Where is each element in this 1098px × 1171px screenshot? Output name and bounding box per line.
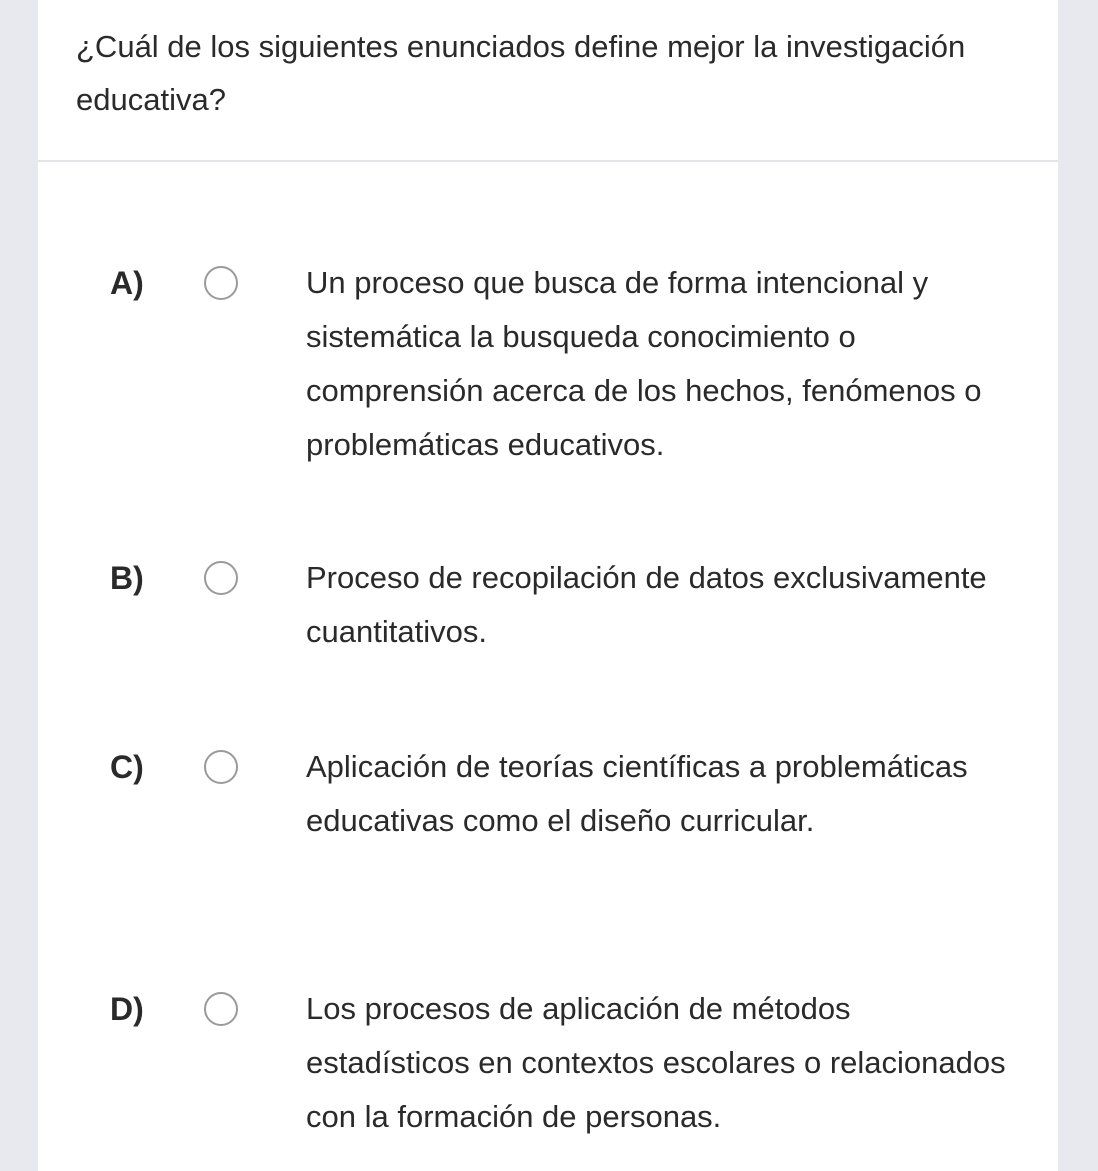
option-letter: A)	[110, 265, 144, 301]
option-text: Aplicación de teorías científicas a problemáticas educativas como el diseño curricular.	[306, 749, 968, 838]
radio-button-b[interactable]	[204, 561, 238, 595]
radio-button-a[interactable]	[204, 266, 238, 300]
option-letter: D)	[110, 991, 144, 1027]
radio-button-d[interactable]	[204, 992, 238, 1026]
option-letter: B)	[110, 560, 144, 596]
radio-button-c[interactable]	[204, 750, 238, 784]
option-text: Los procesos de aplicación de métodos estadísticos en contextos escolares o relacionados con la formación de personas.	[306, 991, 1006, 1134]
divider	[38, 160, 1058, 162]
option-text: Un proceso que busca de forma intencional y sistemática la busqueda conocimiento o comprensión acerca de los hechos, fenómenos o problemáticas educativos.	[306, 265, 982, 462]
question-text: ¿Cuál de los siguientes enunciados define mejor la investigación educativa?	[76, 29, 966, 117]
question-card	[38, 0, 1058, 1171]
option-text: Proceso de recopilación de datos exclusivamente cuantitativos.	[306, 560, 987, 649]
option-letter: C)	[110, 749, 144, 785]
